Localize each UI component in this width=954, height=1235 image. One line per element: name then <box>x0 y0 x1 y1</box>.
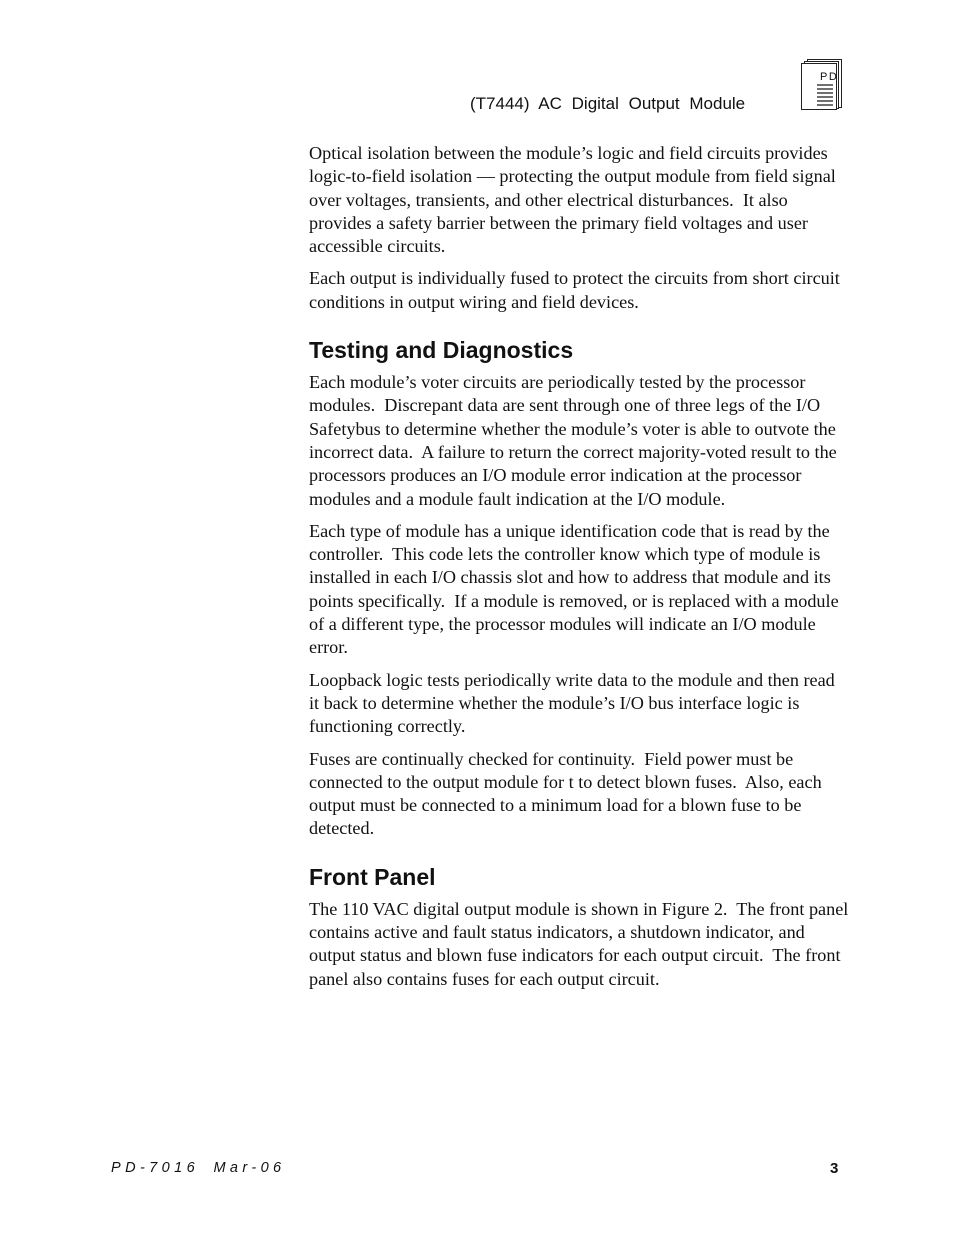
footer-document-reference: PD-7016 Mar-06 <box>111 1160 286 1176</box>
testing-diagnostics-heading: Testing and Diagnostics <box>309 337 574 364</box>
testing-paragraph-4: Fuses are continually checked for continuity. Field power must be connected to the output module for t to detect blown fuses. Also, each output must be connected to a minimum load for a blown fuse to be detected. <box>309 748 822 839</box>
intro-paragraph-2: Each output is individually fused to protect the circuits from short circuit conditions in output wiring and field devices. <box>309 268 840 312</box>
front-panel-heading: Front Panel <box>309 863 436 890</box>
intro-paragraph-1: Optical isolation between the module’s logic and field circuits provides logic-to-field isolation — protecting the output module from field signal over voltages, transients, and other electrical disturbances. It also provides a safety barrier between the primary field voltages and user accessible circuits. <box>309 143 836 257</box>
testing-paragraph-2: Each type of module has a unique identification code that is read by the controller. This code lets the controller know which type of module is installed in each I/O chassis slot and how to address that module and its points specifically. If a module is removed, or is replaced with a module of a different type, the processor modules will indicate an I/O module error. <box>309 520 839 658</box>
testing-paragraph-3: Loopback logic tests periodically write data to the module and then read it back to determine whether the module’s I/O bus interface logic is functioning correctly. <box>309 669 835 737</box>
testing-paragraph-1: Each module’s voter circuits are periodically tested by the processor modules. Discrepant data are sent through one of three legs of the I/O Safetybus to determine whether the module’s voter is able to outvote the incorrect data. A failure to return the correct majority-voted result to the processors produces an I/O module error indication at the processor modules and a module fault indication at the I/O module. <box>309 372 837 509</box>
pd-logo-label: PD <box>820 71 839 83</box>
document-stack-icon <box>799 59 843 111</box>
front-panel-paragraph-1: The 110 VAC digital output module is shown in Figure 2. The front panel contains active and fault status indicators, a shutdown indicator, and output status and blown fuse indicators for each output circuit. The front panel also contains fuses for each output circuit. <box>309 898 849 989</box>
footer-page-number: 3 <box>830 1160 839 1177</box>
running-header-title: (T7444) AC Digital Output Module <box>470 94 746 113</box>
main-content <box>309 142 849 1000</box>
